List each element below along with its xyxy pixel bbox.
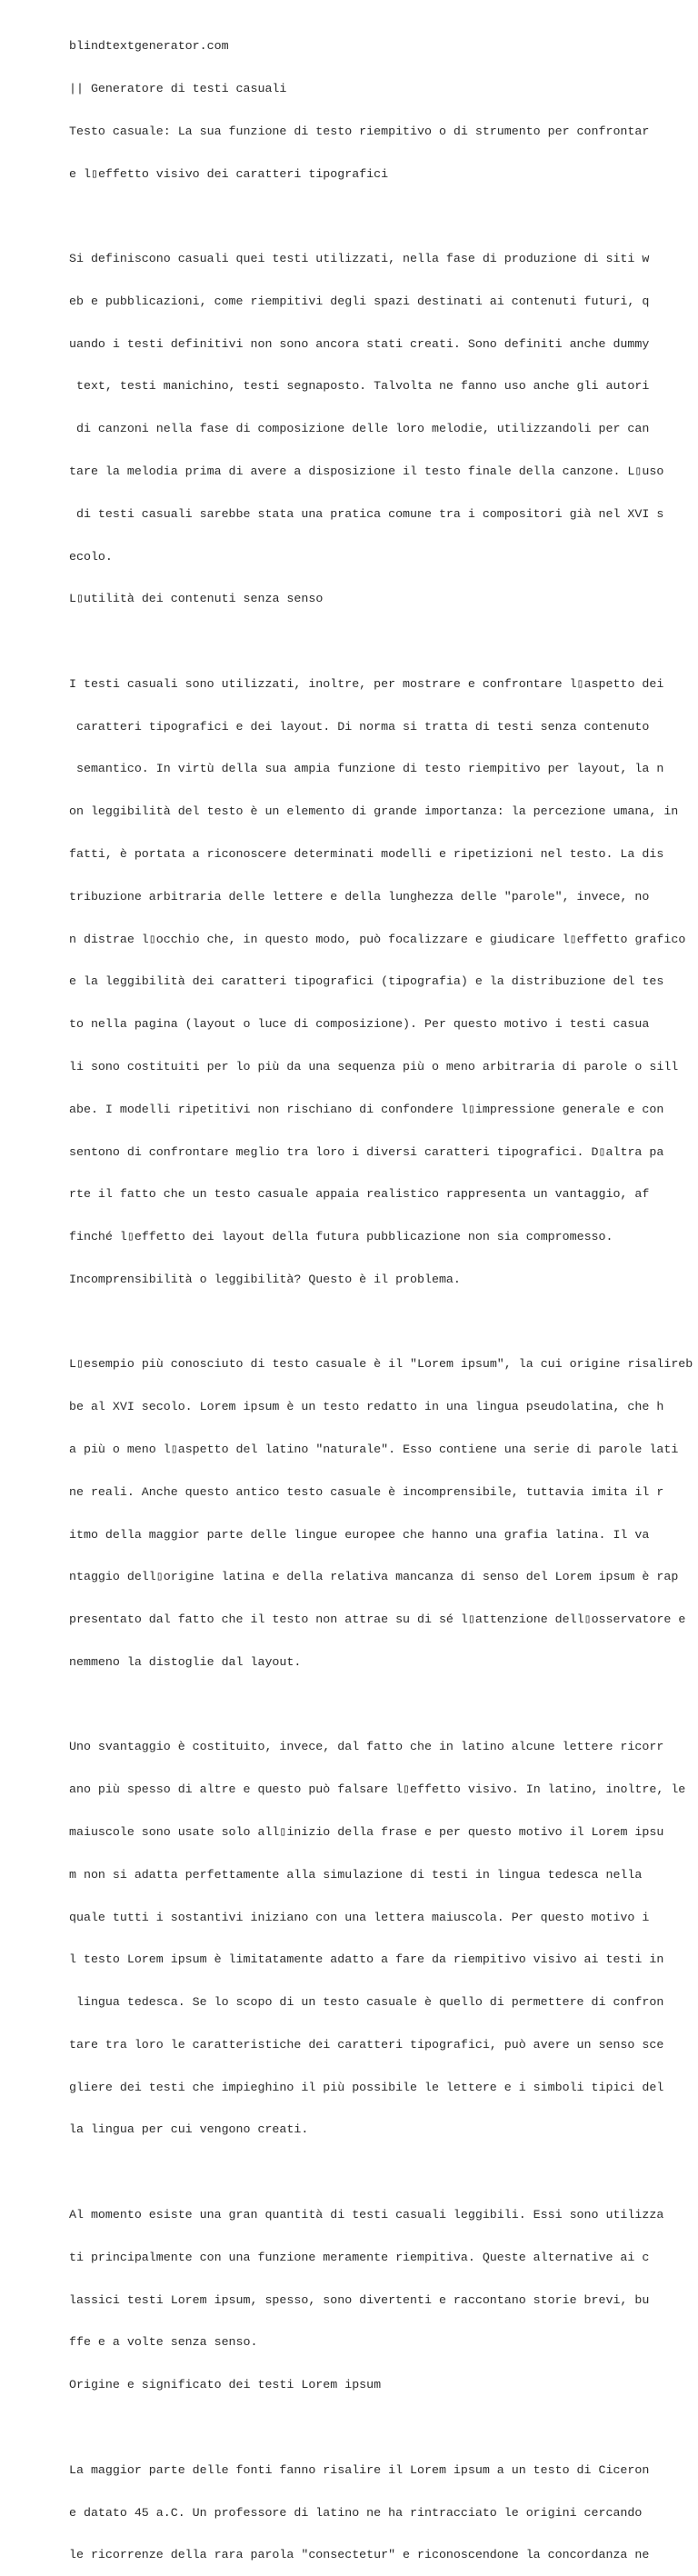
text-line: ne reali. Anche questo antico testo casuale è incomprensibile, tuttavia imita il r (69, 1484, 664, 1499)
text-line: le ricorrenze della rara parola "consectetur" e riconoscendone la concordanza ne (69, 2548, 650, 2562)
text-line: maiuscole sono usate solo all▯inizio della frase e per questo motivo il Lorem ipsu (69, 1825, 664, 1839)
text-line: presentato dal fatto che il testo non attrae su di sé l▯attenzione dell▯osservatore e (69, 1612, 686, 1627)
text-line: quale tutti i sostantivi iniziano con una lettera maiuscola. Per questo motivo i (69, 1910, 650, 1924)
section-heading: Origine e significato dei testi Lorem ipsum (69, 2378, 382, 2392)
text-line: be al XVI secolo. Lorem ipsum è un testo redatto in una lingua pseudolatina, che h (69, 1400, 664, 1414)
blank-line (69, 1315, 651, 1330)
text-line: on leggibilità del testo è un elemento di grande importanza: la percezione umana, in (69, 804, 679, 819)
text-line: ntaggio dell▯origine latina e della relativa mancanza di senso del Lorem ipsum è rap (69, 1570, 679, 1584)
text-line: e la leggibilità dei caratteri tipografici (tipografia) e la distribuzione del tes (69, 974, 664, 989)
text-line: finché l▯effetto dei layout della futura pubblicazione non sia compromesso. (69, 1230, 613, 1244)
text-line: m non si adatta perfettamente alla simulazione di testi in lingua tedesca nella (69, 1867, 643, 1882)
text-line: a più o meno l▯aspetto del latino "naturale". Esso contiene una serie di parole lati (69, 1442, 679, 1456)
text-line: e l▯effetto visivo dei caratteri tipografici (69, 166, 389, 181)
text-line: l testo Lorem ipsum è limitatamente adatto a fare da riempitivo visivo ai testi in (69, 1952, 664, 1967)
text-line: n distrae l▯occhio che, in questo modo, può focalizzare e giudicare l▯effetto grafico (69, 932, 686, 946)
text-line: ffe e a volte senza senso. (69, 2335, 258, 2350)
text-line: Incomprensibilità o leggibilità? Questo è il problema. (69, 1272, 461, 1286)
text-line: la lingua per cui vengono creati. (69, 2122, 309, 2137)
text-line: e datato 45 a.C. Un professore di latino ne ha rintracciato le origini cercando (69, 2505, 643, 2520)
text-line: Uno svantaggio è costituito, invece, dal fatto che in latino alcune lettere ricorr (69, 1740, 664, 1754)
text-line: blindtextgenerator.com (69, 39, 229, 54)
text-line: tare tra loro le caratteristiche dei caratteri tipografici, può avere un senso sce (69, 2037, 664, 2052)
text-line: abe. I modelli ripetitivi non rischiano di confondere l▯impressione generale e con (69, 1102, 664, 1116)
blank-line (69, 634, 651, 649)
text-line: rte il fatto che un testo casuale appaia realistico rappresenta un vantaggio, af (69, 1187, 650, 1202)
text-line: La maggior parte delle fonti fanno risalire il Lorem ipsum a un testo di Ciceron (69, 2462, 650, 2477)
text-line: di canzoni nella fase di composizione delle loro melodie, utilizzandoli per can (69, 422, 650, 436)
text-line: lingua tedesca. Se lo scopo di un testo casuale è quello di permettere di confron (69, 1995, 664, 2010)
text-line: text, testi manichino, testi segnaposto. Talvolta ne fanno uso anche gli autori (69, 379, 650, 394)
text-line: Testo casuale: La sua funzione di testo riempitivo o di strumento per confrontar (69, 124, 650, 138)
text-line: ano più spesso di altre e questo può falsare l▯effetto visivo. In latino, inoltre, le (69, 1782, 686, 1797)
text-line: gliere dei testi che impieghino il più possibile le lettere e i simboli tipici del (69, 2080, 664, 2094)
text-line: Al momento esiste una gran quantità di testi casuali leggibili. Essi sono utilizza (69, 2208, 664, 2222)
text-line: ecolo. (69, 549, 113, 564)
document-text (69, 11, 693, 2576)
text-line: || Generatore di testi casuali (69, 81, 287, 95)
text-line: lassici testi Lorem ipsum, spesso, sono divertenti e raccontano storie brevi, bu (69, 2292, 650, 2307)
text-line: I testi casuali sono utilizzati, inoltre, per mostrare e confrontare l▯aspetto dei (69, 676, 664, 691)
text-line: tare la melodia prima di avere a disposizione il testo finale della canzone. L▯uso (69, 464, 664, 478)
text-line: ti principalmente con una funzione meramente riempitiva. Queste alternative ai c (69, 2250, 650, 2264)
text-line: di testi casuali sarebbe stata una pratica comune tra i compositori già nel XVI s (69, 506, 664, 521)
blank-line (69, 209, 651, 224)
text-line: semantico. In virtù della sua ampia funzione di testo riempitivo per layout, la n (69, 762, 664, 776)
blank-line (69, 1698, 651, 1712)
text-line: Si definiscono casuali quei testi utilizzati, nella fase di produzione di siti w (69, 252, 650, 266)
text-line: eb e pubblicazioni, come riempitivi degli spazi destinati ai contenuti futuri, q (69, 294, 650, 308)
blank-line (69, 2165, 651, 2180)
section-heading: L▯utilità dei contenuti senza senso (69, 592, 324, 606)
text-line: L▯esempio più conosciuto di testo casuale è il "Lorem ipsum", la cui origine risalireb (69, 1357, 693, 1372)
text-line: uando i testi definitivi non sono ancora stati creati. Sono definiti anche dummy (69, 336, 650, 351)
text-line: sentono di confrontare meglio tra loro i diversi caratteri tipografici. D▯altra pa (69, 1144, 664, 1159)
text-line: to nella pagina (layout o luce di composizione). Per questo motivo i testi casua (69, 1017, 650, 1032)
text-line: fatti, è portata a riconoscere determinati modelli e ripetizioni nel testo. La dis (69, 847, 664, 862)
text-line: caratteri tipografici e dei layout. Di norma si tratta di testi senza contenuto (69, 719, 650, 734)
blank-line (69, 2421, 651, 2435)
text-line: itmo della maggior parte delle lingue europee che hanno una grafia latina. Il va (69, 1527, 650, 1542)
text-line: nemmeno la distoglie dal layout. (69, 1654, 302, 1669)
text-line: tribuzione arbitraria delle lettere e della lunghezza delle "parole", invece, no (69, 889, 650, 904)
text-line: li sono costituiti per lo più da una sequenza più o meno arbitraria di parole o sill (69, 1059, 679, 1073)
